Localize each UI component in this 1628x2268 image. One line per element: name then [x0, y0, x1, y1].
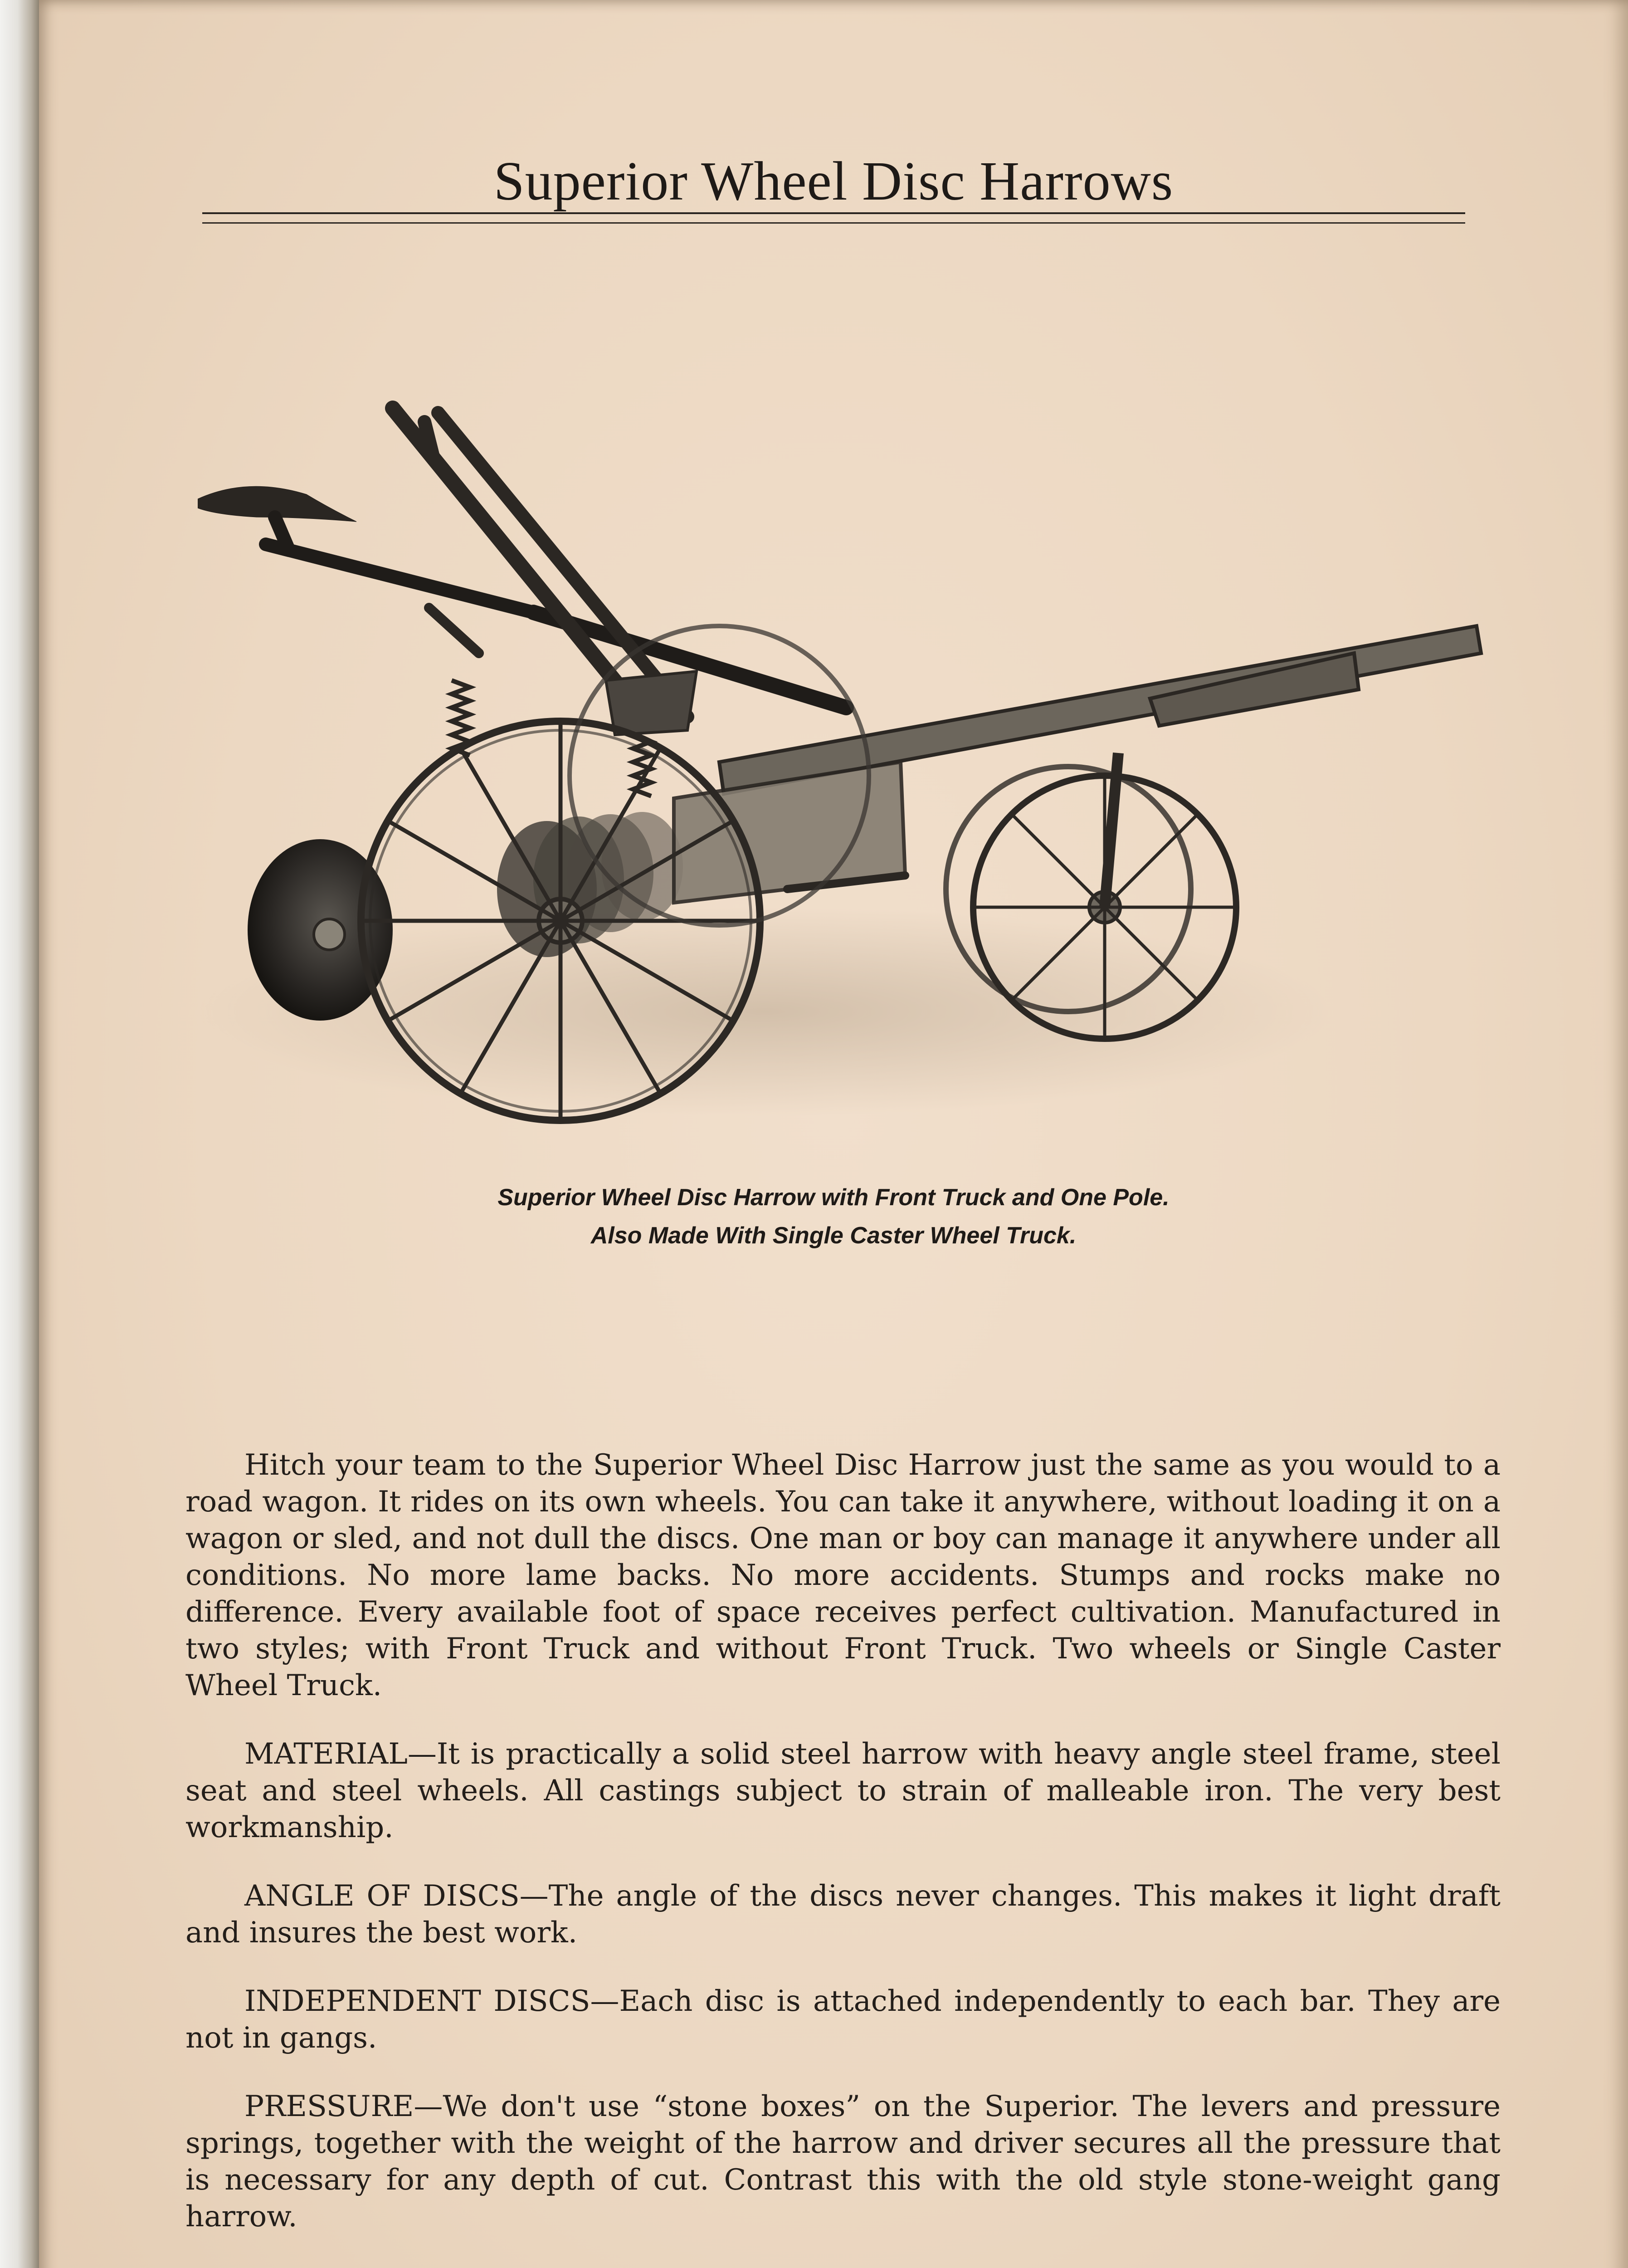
title-rule-bottom: [202, 222, 1465, 224]
rear-wheel: [361, 721, 760, 1120]
control-levers: [393, 408, 697, 735]
paragraph-independent-discs: INDEPENDENT DISCS—Each disc is attached independently to each bar. They are not in gangs.: [185, 1984, 1501, 2055]
page-title: Superior Wheel Disc Harrows: [493, 151, 1174, 212]
body-text: [185, 1447, 1501, 2267]
catalog-page: [39, 0, 1628, 2268]
title-rule-top: [202, 212, 1465, 214]
page-edge: [0, 0, 39, 2268]
harrow-illustration: [198, 399, 1504, 1170]
paragraph-intro: Hitch your team to the Superior Wheel Disc Harrow just the same as you would to a road wagon. It rides on its own wheels. You can take it anywhere, without loading it on a wagon or sled, and not dull the discs. One man or boy can manage it anywhere under all conditions. No more lame backs. No more accidents. Stumps and rocks make no difference. Every available foot of space receives perfect cultivation. Manufactured in two styles; with Front Truck and without Front Truck. Two wheels or Single Caster Wheel Truck.: [185, 1448, 1501, 1702]
paragraph-material: MATERIAL—It is practically a solid steel harrow with heavy angle steel frame, steel seat and steel wheels. All castings subject to strain of malleable iron. The very best workmanship.: [185, 1737, 1501, 1844]
figure-caption-line-2: Also Made With Single Caster Wheel Truck.: [590, 1222, 1077, 1249]
paragraph-angle-of-discs: ANGLE OF DISCS—The angle of the discs never changes. This makes it light draft and insures the best work.: [185, 1879, 1501, 1950]
paragraph-pressure: PRESSURE—We don't use “stone boxes” on the Superior. The levers and pressure springs, together with the weight of the harrow and driver secures all the pressure that is necessary for any depth of cut. Contrast this with the old style stone-weight gang harrow.: [185, 2090, 1501, 2234]
figure-caption-line-1: Superior Wheel Disc Harrow with Front Truck and One Pole.: [497, 1184, 1170, 1211]
